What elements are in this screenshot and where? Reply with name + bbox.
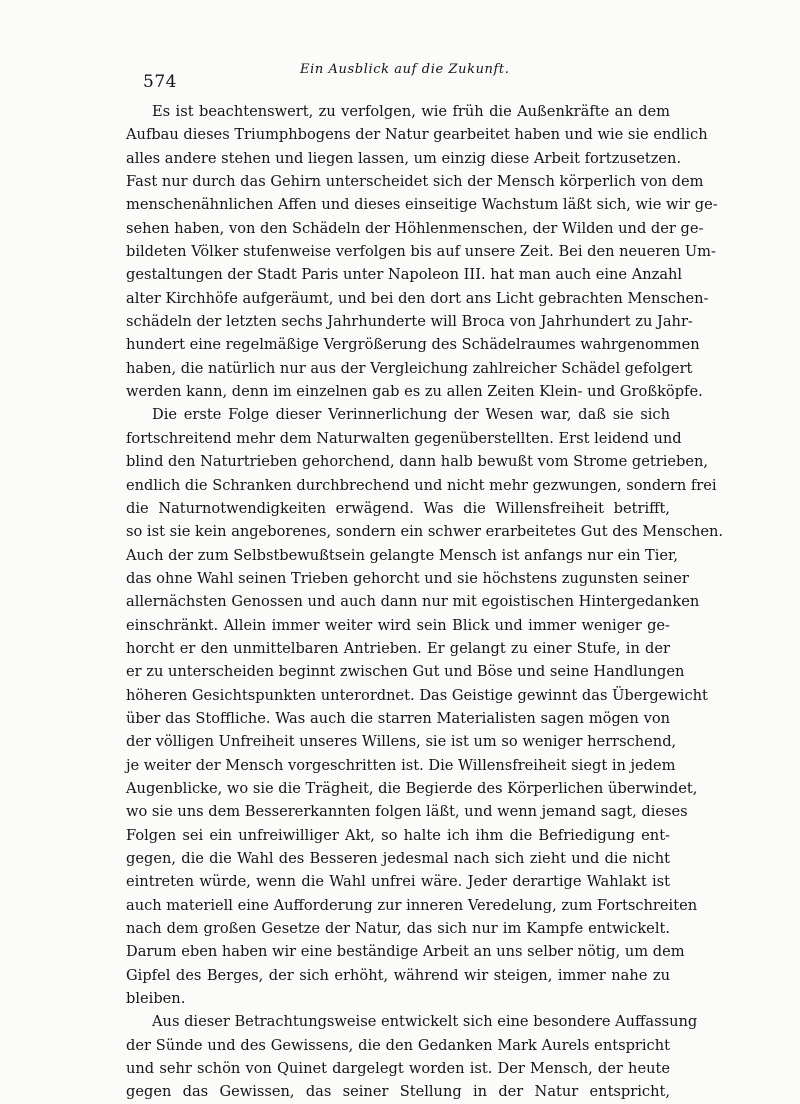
text-line: bleiben.	[126, 990, 186, 1008]
text-line: gestaltungen der Stadt Paris unter Napoleon III. hat man auch eine Anzahl	[126, 266, 683, 284]
paragraph-2	[126, 403, 724, 1010]
text-line: eintreten würde, wenn die Wahl unfrei wäre. Jeder derartige Wahlakt ist	[126, 873, 670, 891]
text-line: Die erste Folge dieser Verinnerlichung der Wesen war, daß sie sich	[152, 406, 670, 424]
text-line: allernächsten Genossen und auch dann nur mit egoistischen Hintergedanken	[126, 593, 700, 611]
text-line: auch materiell eine Aufforderung zur inneren Veredelung, zum Fortschreiten	[126, 896, 698, 914]
text-line: endlich die Schranken durchbrechend und nicht mehr gezwungen, sondern frei	[126, 476, 717, 494]
text-line: haben, die natürlich nur aus der Vergleichung zahlreicher Schädel gefolgert	[126, 359, 693, 377]
text-line: Folgen sei ein unfreiwilliger Akt, so halte ich ihm die Befriedigung ent-	[126, 826, 670, 844]
text-line: gegen das Gewissen, das seiner Stellung in der Natur entspricht,	[126, 1083, 670, 1101]
text-line: wo sie uns dem Bessererkannten folgen läßt, und wenn jemand sagt, dieses	[126, 803, 688, 821]
text-line: hundert eine regelmäßige Vergrößerung des Schädelraumes wahrgenommen	[126, 336, 700, 354]
text-line: Es ist beachtenswert, zu verfolgen, wie früh die Außenkräfte an dem	[152, 103, 670, 120]
text-line: schädeln der letzten sechs Jahrhunderte will Broca von Jahrhundert zu Jahr-	[126, 313, 693, 331]
paragraph-3	[126, 1010, 698, 1103]
body-text	[126, 100, 724, 1104]
text-line: die Naturnotwendigkeiten erwägend. Was die Willensfreiheit betrifft,	[126, 499, 670, 517]
text-line: sehen haben, von den Schädeln der Höhlenmenschen, der Wilden und der ge-	[126, 219, 704, 237]
text-line: alles andere stehen und liegen lassen, um einzig diese Arbeit fortzusetzen.	[126, 149, 682, 167]
text-line: das ohne Wahl seinen Trieben gehorcht und sie höchstens zugunsten seiner	[126, 569, 689, 587]
text-line: gegen, die die Wahl des Besseren jedesmal nach sich zieht und die nicht	[126, 850, 670, 867]
text-line: bildeten Völker stufenweise verfolgen bis auf unsere Zeit. Bei den neueren Um-	[126, 243, 716, 261]
paragraph-1	[126, 100, 718, 403]
running-head: Ein Ausblick auf die Zukunft.	[300, 62, 510, 77]
text-line: höheren Gesichtspunkten unterordnet. Das Geistige gewinnt das Übergewicht	[126, 686, 708, 704]
text-line: Aus dieser Betrachtungsweise entwickelt sich eine besondere Auffassung	[152, 1013, 698, 1031]
text-line: und sehr schön von Quinet dargelegt worden ist. Der Mensch, der heute	[126, 1060, 670, 1078]
page-number: 574	[143, 72, 177, 92]
text-line: über das Stoffliche. Was auch die starren Materialisten sagen mögen von	[126, 709, 670, 727]
text-line: der völligen Unfreiheit unseres Willens, sie ist um so weniger herrschend,	[126, 733, 677, 751]
text-line: Fast nur durch das Gehirn unterscheidet sich der Mensch körperlich von dem	[126, 173, 704, 191]
text-line: nach dem großen Gesetze der Natur, das sich nur im Kampfe entwickelt.	[126, 920, 670, 938]
text-line: Gipfel des Berges, der sich erhöht, während wir steigen, immer nahe zu	[126, 966, 670, 984]
text-line: fortschreitend mehr dem Naturwalten gegenüberstellten. Erst leidend und	[126, 429, 682, 447]
text-line: so ist sie kein angeborenes, sondern ein schwer erarbeitetes Gut des Menschen.	[126, 523, 724, 541]
text-line: er zu unterscheiden beginnt zwischen Gut und Böse und seine Handlungen	[126, 663, 685, 681]
text-line: werden kann, denn im einzelnen gab es zu allen Zeiten Klein- und Großköpfe.	[126, 383, 703, 401]
text-line: Darum eben haben wir eine beständige Arbeit an uns selber nötig, um dem	[126, 943, 685, 961]
text-line: Auch der zum Selbstbewußtsein gelangte Mensch ist anfangs nur ein Tier,	[126, 546, 679, 564]
text-line: je weiter der Mensch vorgeschritten ist. Die Willensfreiheit siegt in jedem	[126, 756, 676, 774]
text-line: einschränkt. Allein immer weiter wird sein Blick und immer weniger ge-	[126, 616, 670, 634]
text-line: der Sünde und des Gewissens, die den Gedanken Mark Aurels entspricht	[126, 1036, 670, 1054]
text-line: menschenähnlichen Affen und dieses einseitige Wachstum läßt sich, wie wir ge-	[126, 196, 718, 214]
text-line: alter Kirchhöfe aufgeräumt, und bei den dort ans Licht gebrachten Menschen-	[126, 289, 709, 307]
text-line: blind den Naturtrieben gehorchend, dann halb bewußt vom Strome getrieben,	[126, 453, 709, 471]
text-line: Aufbau dieses Triumphbogens der Natur gearbeitet haben und wie sie endlich	[126, 126, 708, 144]
text-line: Augenblicke, wo sie die Trägheit, die Begierde des Körperlichen überwindet,	[126, 779, 698, 797]
text-line: horcht er den unmittelbaren Antrieben. Er gelangt zu einer Stufe, in der	[126, 639, 670, 657]
